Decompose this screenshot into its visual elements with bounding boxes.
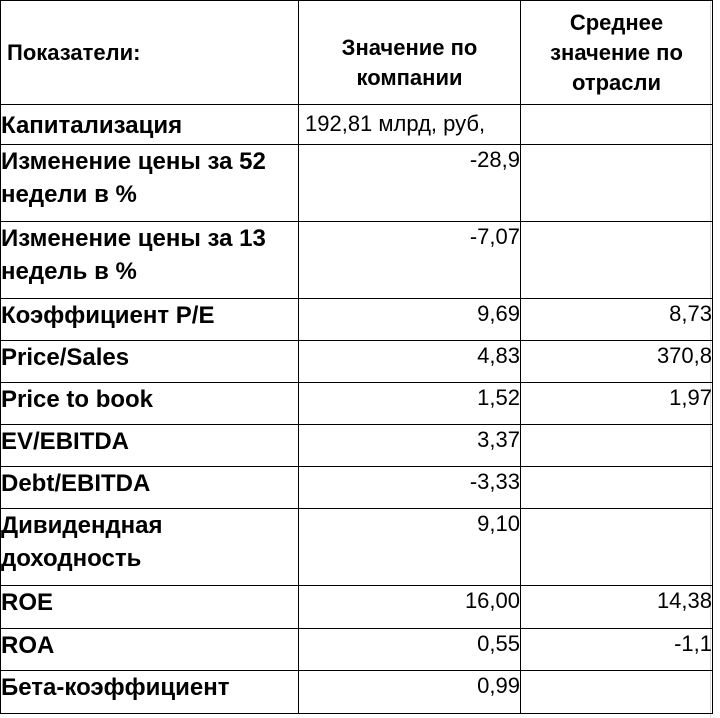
row-label[interactable]: Изменение цены за 52 недели в % — [1, 145, 299, 222]
company-value-cell[interactable]: 4,83 — [299, 341, 521, 383]
table-row — [1, 341, 713, 383]
company-value-cell[interactable]: 16,00 — [299, 586, 521, 629]
table-row — [1, 509, 713, 586]
company-value-cell[interactable]: 9,10 — [299, 509, 521, 586]
table-row — [1, 671, 713, 714]
table-row — [1, 425, 713, 467]
row-label[interactable]: EV/EBITDA — [1, 425, 299, 467]
industry-value-cell[interactable]: -1,1 — [521, 629, 713, 671]
row-label[interactable]: Price/Sales — [1, 341, 299, 383]
row-label[interactable]: ROE — [1, 586, 299, 629]
header-industry-average[interactable]: Среднее значение по отрасли — [521, 1, 713, 105]
row-label[interactable]: Капитализация — [1, 105, 299, 145]
company-value-cell[interactable]: -28,9 — [299, 145, 521, 222]
table-row — [1, 145, 713, 222]
row-label[interactable]: Коэффициент P/E — [1, 299, 299, 341]
header-row — [1, 1, 713, 105]
company-value-cell[interactable]: 3,37 — [299, 425, 521, 467]
table-row — [1, 586, 713, 629]
industry-value-cell[interactable] — [521, 222, 713, 299]
company-value-cell[interactable]: 0,55 — [299, 629, 521, 671]
industry-value-cell[interactable]: 14,38 — [521, 586, 713, 629]
row-label[interactable]: Бета-коэффициент — [1, 671, 299, 714]
table-row — [1, 299, 713, 341]
row-label[interactable]: Price to book — [1, 383, 299, 425]
company-value-cell[interactable]: -3,33 — [299, 467, 521, 509]
header-indicators[interactable]: Показатели: — [1, 1, 299, 105]
row-label[interactable]: Debt/EBITDA — [1, 467, 299, 509]
company-value-cell[interactable]: 0,99 — [299, 671, 521, 714]
table-row — [1, 629, 713, 671]
industry-value-cell[interactable] — [521, 105, 713, 145]
company-value-cell[interactable]: -7,07 — [299, 222, 521, 299]
header-company-value[interactable]: Значение по компании — [299, 1, 521, 105]
company-value-cell[interactable]: 192,81 млрд, руб, — [299, 105, 521, 145]
industry-value-cell[interactable] — [521, 671, 713, 714]
industry-value-cell[interactable]: 1,97 — [521, 383, 713, 425]
company-value-cell[interactable]: 1,52 — [299, 383, 521, 425]
table-row — [1, 105, 713, 145]
industry-value-cell[interactable] — [521, 145, 713, 222]
industry-value-cell[interactable]: 8,73 — [521, 299, 713, 341]
industry-value-cell[interactable] — [521, 467, 713, 509]
row-label[interactable]: Изменение цены за 13 недель в % — [1, 222, 299, 299]
industry-value-cell[interactable] — [521, 509, 713, 586]
industry-value-cell[interactable]: 370,8 — [521, 341, 713, 383]
table-row — [1, 383, 713, 425]
industry-value-cell[interactable] — [521, 425, 713, 467]
company-value-cell[interactable]: 9,69 — [299, 299, 521, 341]
row-label[interactable]: ROA — [1, 629, 299, 671]
row-label[interactable]: Дивидендная доходность — [1, 509, 299, 586]
table-row — [1, 222, 713, 299]
table-row — [1, 467, 713, 509]
